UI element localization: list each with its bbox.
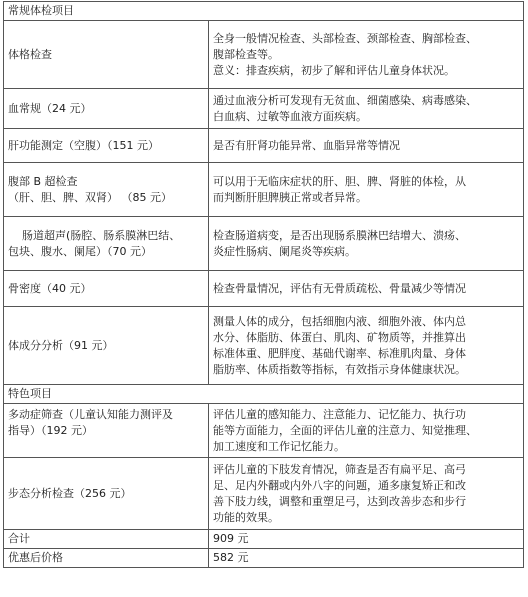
desc-line: 加工速度和工作记忆能力。 (213, 439, 345, 453)
discount-label: 优惠后价格 (4, 549, 209, 568)
total-label: 合计 (4, 530, 209, 549)
item-cell (4, 217, 209, 271)
desc-line: 通过血液分析可发现有无贫血、细菌感染、病毒感染、 (213, 93, 477, 107)
desc-line: 是否有肝肾功能异常、血脂异常等情况 (213, 138, 400, 152)
desc-cell (209, 21, 524, 89)
desc-cell (209, 163, 524, 217)
desc-line: 脂肪率、体质指数等指标，有效指示身体健康状况。 (213, 362, 466, 376)
item-name: 肠道超声(肠腔、肠系膜淋巴结、 (22, 228, 181, 242)
item-name: 包块、腹水、阑尾）（70 元） (8, 244, 152, 258)
item-cell (4, 163, 209, 217)
desc-line: 功能的效果。 (213, 510, 279, 524)
item-cell (4, 129, 209, 163)
desc-line: 而判断肝胆脾胰正常或者异常。 (213, 190, 367, 204)
desc-line: 腹部检查等。 (213, 47, 279, 61)
desc-line: 水分、体脂肪、体蛋白、肌肉、矿物质等，并推算出 (213, 330, 466, 344)
section-header-row (4, 2, 524, 21)
desc-cell (209, 307, 524, 385)
total-row (4, 530, 524, 549)
item-cell (4, 307, 209, 385)
desc-line: 标准体重、肥胖度、基础代谢率、标准肌肉量、身体 (213, 346, 466, 360)
table-row (4, 458, 524, 530)
desc-cell (209, 404, 524, 458)
desc-line: 意义：排查疾病，初步了解和评估儿童身体状况。 (213, 63, 455, 77)
item-cell (4, 271, 209, 307)
desc-line: 善下肢力线，调整和重塑足弓，达到改善步态和步行 (213, 494, 466, 508)
desc-line: 白血病、过敏等血液方面疾病。 (213, 109, 367, 123)
desc-cell (209, 458, 524, 530)
desc-line: 评估儿童的下肢发育情况，筛查是否有扁平足、高弓 (213, 462, 466, 476)
table-row (4, 21, 524, 89)
table-row (4, 89, 524, 129)
item-name: 多动症筛查（儿童认知能力测评及 (8, 408, 173, 421)
desc-cell (209, 271, 524, 307)
desc-cell (209, 89, 524, 129)
desc-line: 能等方面能力，全面的评估儿童的注意力、知觉推理、 (213, 423, 477, 437)
discount-value: 582 元 (209, 549, 524, 568)
item-cell (4, 21, 209, 89)
item-cell (4, 404, 209, 458)
section-title-special: 特色项目 (4, 385, 524, 404)
item-cell (4, 458, 209, 530)
item-name: 肝功能测定（空腹）（151 元） (8, 138, 159, 152)
table-row (4, 217, 524, 271)
item-name: 体格检查 (8, 47, 52, 61)
item-name: 腹部 B 超检查 (8, 174, 78, 188)
desc-line: 检查肠道病变，是否出现肠系膜淋巴结增大、溃疡、 (213, 228, 466, 242)
item-name: 骨密度（40 元） (8, 281, 92, 295)
table-row (4, 307, 524, 385)
item-name: 血常规（24 元） (8, 101, 92, 115)
discount-row (4, 549, 524, 568)
section-title-routine: 常规体检项目 (4, 2, 524, 21)
table-row (4, 129, 524, 163)
desc-cell (209, 217, 524, 271)
item-name: 体成分分析（91 元） (8, 338, 114, 352)
desc-line: 检查骨量情况，评估有无骨质疏松、骨量减少等情况 (213, 281, 466, 295)
total-value: 909 元 (209, 530, 524, 549)
item-cell (4, 89, 209, 129)
item-name: 指导）（192 元） (8, 424, 93, 437)
desc-cell (209, 129, 524, 163)
checkup-table (3, 1, 524, 568)
desc-line: 可以用于无临床症状的肝、胆、脾、肾脏的体检，从 (213, 174, 466, 188)
desc-line: 评估儿童的感知能力、注意能力、记忆能力、执行功 (213, 407, 466, 421)
table-row (4, 163, 524, 217)
table-row (4, 271, 524, 307)
item-name: 步态分析检查（256 元） (8, 486, 132, 500)
desc-line: 炎症性肠病、阑尾炎等疾病。 (213, 244, 356, 258)
desc-line: 全身一般情况检查、头部检查、颈部检查、胸部检查、 (213, 31, 477, 45)
table-row (4, 404, 524, 458)
section-header-row (4, 385, 524, 404)
item-name: （肝、胆、脾、双肾） （85 元） (8, 190, 172, 204)
desc-line: 足、足内外翻或内外八字的问题，通多康复矫正和改 (213, 478, 466, 492)
desc-line: 测量人体的成分，包括细胞内液、细胞外液、体内总 (213, 314, 466, 328)
